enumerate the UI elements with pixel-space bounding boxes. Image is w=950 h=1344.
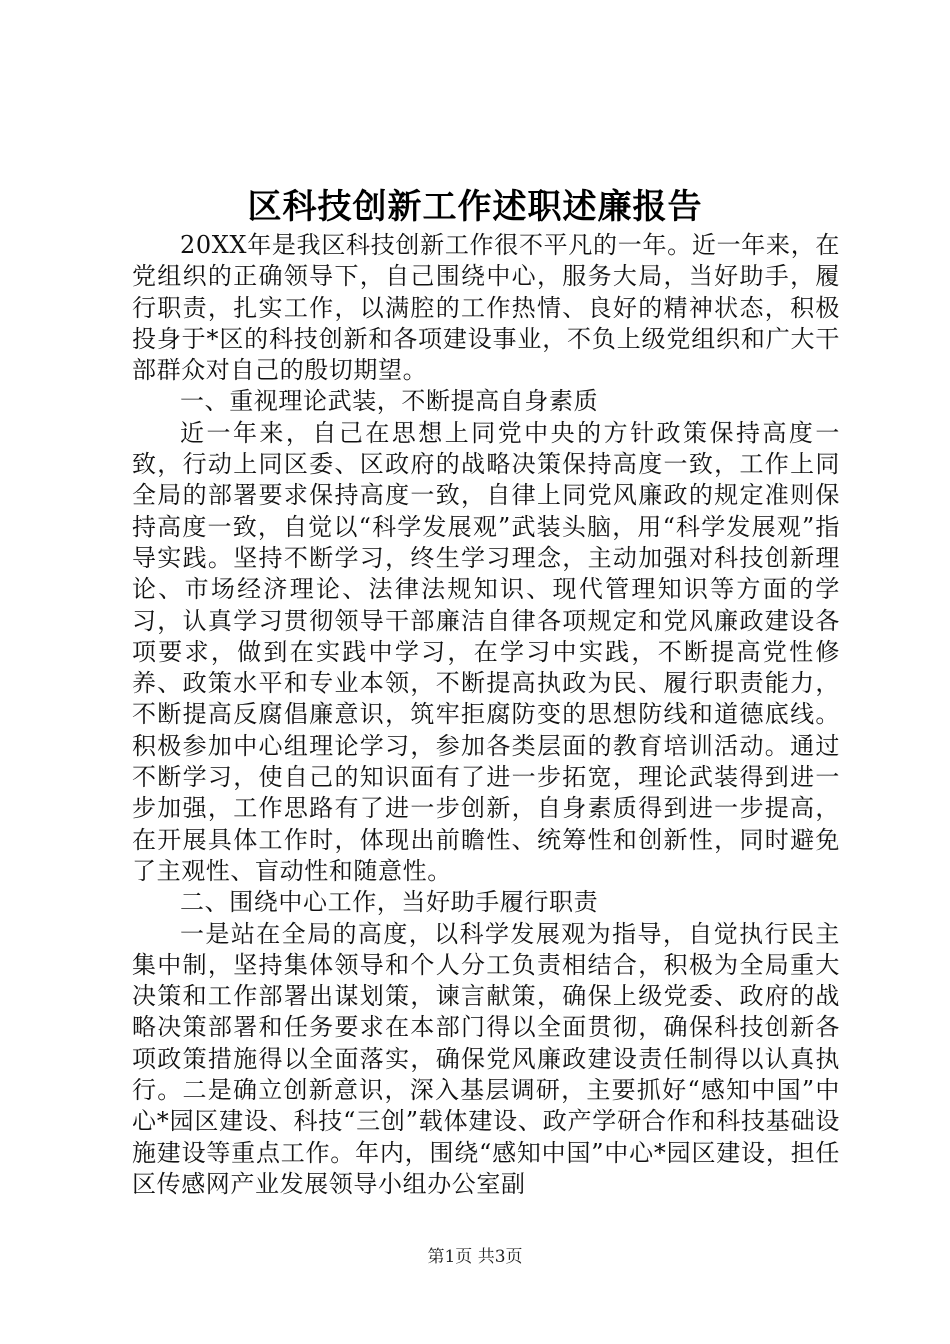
section-heading-2: 二、围绕中心工作，当好助手履行职责 (180, 888, 599, 917)
paragraph-section-1: 近一年来，自己在思想上同党中央的方针政策保持高度一致，行动上同区委、区政府的战略决策保持高度一致，工作上同全局的部署要求保持高度一致，自律上同党风廉政的规定准则保持高度一致，自觉以“科学发展观”武装头脑，用“科学发展观”指导实践。坚持不断学习，终生学习理念，主动加强对科技创新理论、市场经济理论、法律法规知识、现代管理知识等方面的学习，认真学习贯彻领导干部廉洁自律各项规定和党风廉政建设各项要求，做到在实践中学习，在学习中实践，不断提高党性修养、政策水平和专业本领，不断提高执政为民、履行职责能力，不断提高反腐倡廉意识，筑牢拒腐防变的思想防线和道德底线。积极参加中心组理论学习，参加各类层面的教育培训活动。通过不断学习，使自己的知识面有了进一步拓宽，理论武装得到进一步加强，工作思路有了进一步创新，自身素质得到进一步提高，在开展具体工作时，体现出前瞻性、统筹性和创新性，同时避免了主观性、盲动性和随意性。 (132, 418, 840, 885)
paragraph-intro: 20XX年是我区科技创新工作很不平凡的一年。近一年来，在党组织的正确领导下，自己围绕中心，服务大局，当好助手，履行职责，扎实工作，以满腔的工作热情、良好的精神状态，积极投身于*区的科技创新和各项建设事业，不负上级党组织和广大干部群众对自己的殷切期望。 (132, 231, 840, 385)
document-body (132, 230, 840, 1200)
paragraph-section-2: 一是站在全局的高度，以科学发展观为指导，自觉执行民主集中制，坚持集体领导和个人分工负责相结合，积极为全局重大决策和工作部署出谋划策，谏言献策，确保上级党委、政府的战略决策部署和任务要求在本部门得以全面贯彻，确保科技创新各项政策措施得以全面落实，确保党风廉政建设责任制得以认真执行。二是确立创新意识，深入基层调研，主要抓好“感知中国”中心*园区建设、科技“三创”载体建设、政产学研合作和科技基础设施建设等重点工作。年内，围绕“感知中国”中心*园区建设，担任区传感网产业发展领导小组办公室副 (132, 919, 840, 1198)
page-footer: 第1页 共3页 (427, 1247, 523, 1267)
section-heading-1: 一、重视理论武装，不断提高自身素质 (180, 387, 599, 416)
document-title: 区科技创新工作述职述廉报告 (247, 187, 703, 227)
